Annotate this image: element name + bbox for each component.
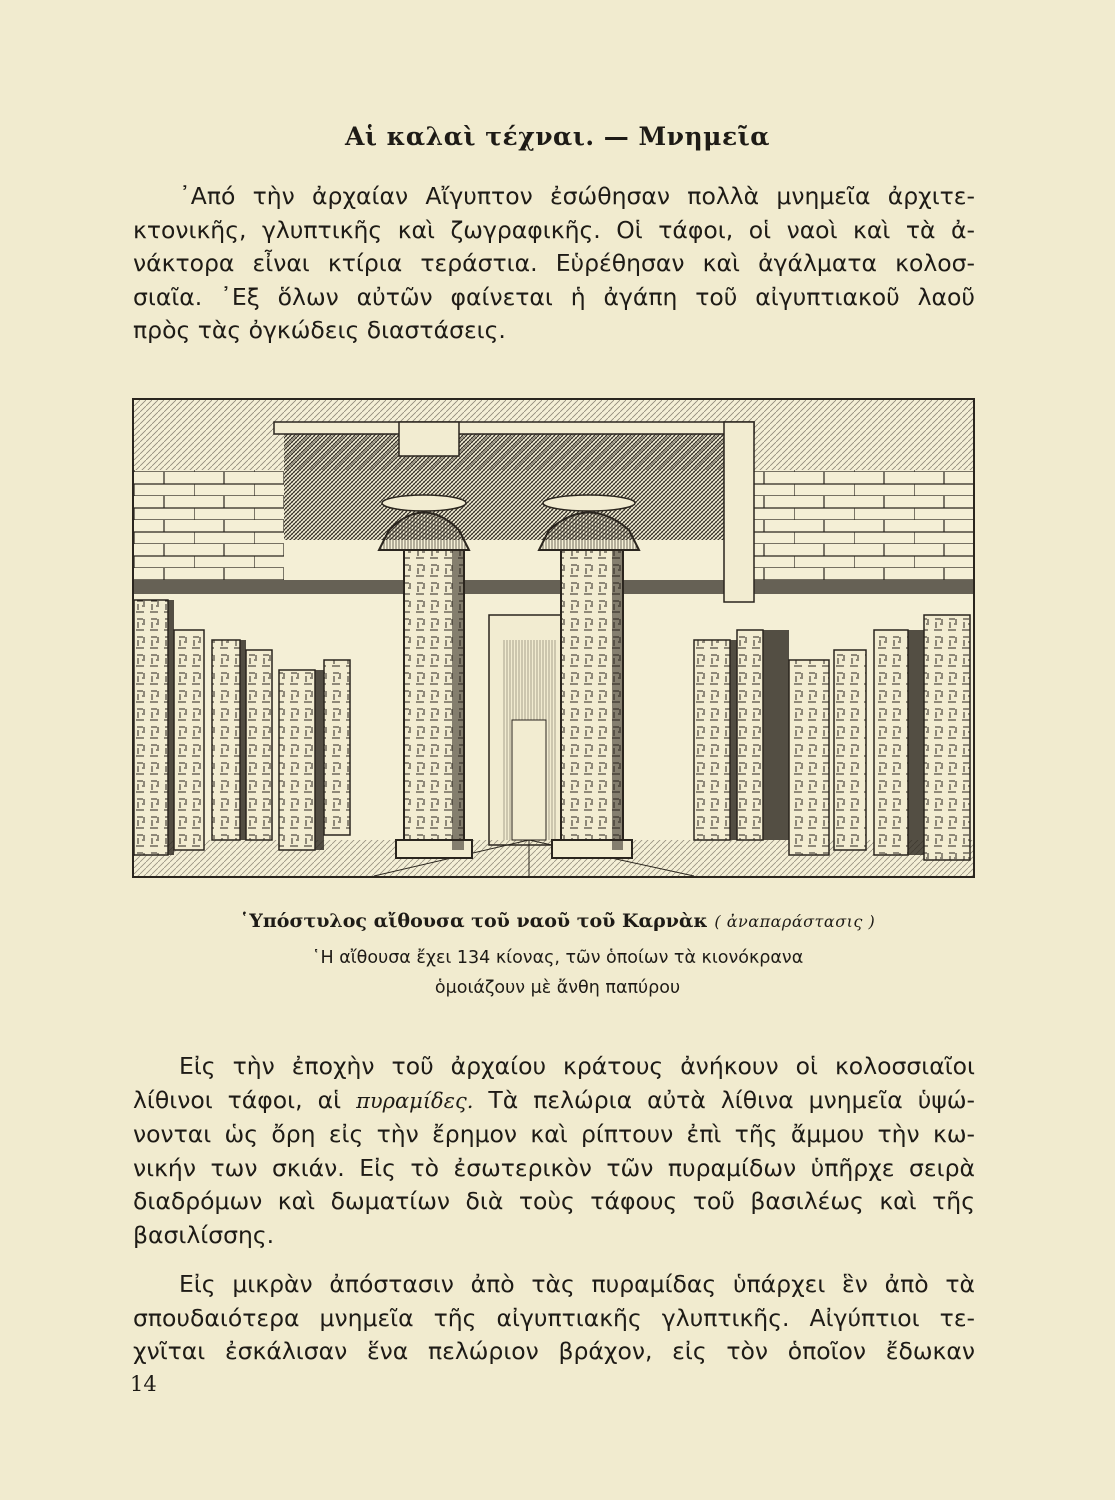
- sculpture-paragraph: [133, 1268, 975, 1369]
- figure-caption-line: ὁμοιάζουν μὲ ἄνθη παπύρου: [434, 978, 681, 998]
- figure-caption-title: [0, 910, 1115, 932]
- figure-caption-line: ῾Η αἴθουσα ἔχει 134 κίονας, τῶν ὁποίων τὰ κιονόκρανα: [311, 948, 804, 968]
- caption-title-italic: ( ἀναπαράστασις ): [714, 912, 876, 931]
- karnak-hypostyle-illustration: [132, 398, 975, 878]
- engraving-drawing: [134, 400, 973, 876]
- text-line: βασιλίσσης.: [133, 1220, 275, 1249]
- section-title: Αἱ καλαὶ τέχναι. — Μνημεῖα: [344, 122, 771, 151]
- text-line: νάκτορα εἶναι κτίρια τεράστια. Εὑρέθησαν καὶ ἀγάλματα κολοσ-: [133, 249, 975, 277]
- pyramids-paragraph: [133, 1050, 975, 1252]
- text-line: ᾿Από τὴν ἀρχαίαν Αἴγυπτον ἐσώθησαν πολλὰ μνημεῖα ἀρχιτε-: [179, 182, 975, 210]
- caption-title: ῾Υπόστυλος αἴθουσα τοῦ ναοῦ τοῦ Καρνὰκ: [239, 910, 708, 932]
- text-line: χνῖται ἐσκάλισαν ἕνα πελώριον βράχον, εἰς τὸν ὁποῖον ἔδωκαν: [133, 1337, 975, 1365]
- page-number: 14: [130, 1372, 157, 1396]
- text-line: σπουδαιότερα μνημεῖα τῆς αἰγυπτιακῆς γλυπτικῆς. Αἰγύπτιοι τε-: [133, 1303, 975, 1332]
- text-line: Εἰς τὴν ἐποχὴν τοῦ ἀρχαίου κράτους ἀνήκουν οἱ κολοσσιαῖοι: [179, 1052, 975, 1080]
- italic-term-pyramids: πυραμίδες.: [356, 1088, 474, 1113]
- text-line: Εἰς μικρὰν ἀπόστασιν ἀπὸ τὰς πυραμίδας ὑπάρχει ἓν ἀπὸ τὰ: [179, 1270, 975, 1298]
- text-fragment: Τὰ πελώρια αὐτὰ λίθινα μνημεῖα ὑψώ-: [473, 1085, 975, 1114]
- text-fragment: λίθινοι τάφοι, αἱ: [133, 1085, 357, 1114]
- text-line: πρὸς τὰς ὀγκώδεις διαστάσεις.: [133, 316, 506, 344]
- text-line: νικήν των σκιάν. Εἰς τὸ ἐσωτερικὸν τῶν πυραμίδων ὑπῆρχε σειρὰ: [133, 1153, 975, 1182]
- text-line: νονται ὡς ὄρη εἰς τὴν ἔρημον καὶ ρίπτουν ἐπὶ τῆς ἄμμου τὴν κω-: [133, 1120, 975, 1148]
- text-line: διαδρόμων καὶ δωματίων διὰ τοὺς τάφους τοῦ βασιλέως καὶ τῆς: [133, 1187, 975, 1215]
- text-line: κτονικῆς, γλυπτικῆς καὶ ζωγραφικῆς. Οἱ τάφοι, οἱ ναοὶ καὶ τὰ ἀ-: [133, 215, 975, 244]
- intro-paragraph: [133, 180, 975, 348]
- text-line: [133, 1084, 975, 1119]
- text-line: σιαῖα. ᾿Εξ ὅλων αὐτῶν φαίνεται ἡ ἀγάπη τοῦ αἰγυπτιακοῦ λαοῦ: [133, 282, 975, 311]
